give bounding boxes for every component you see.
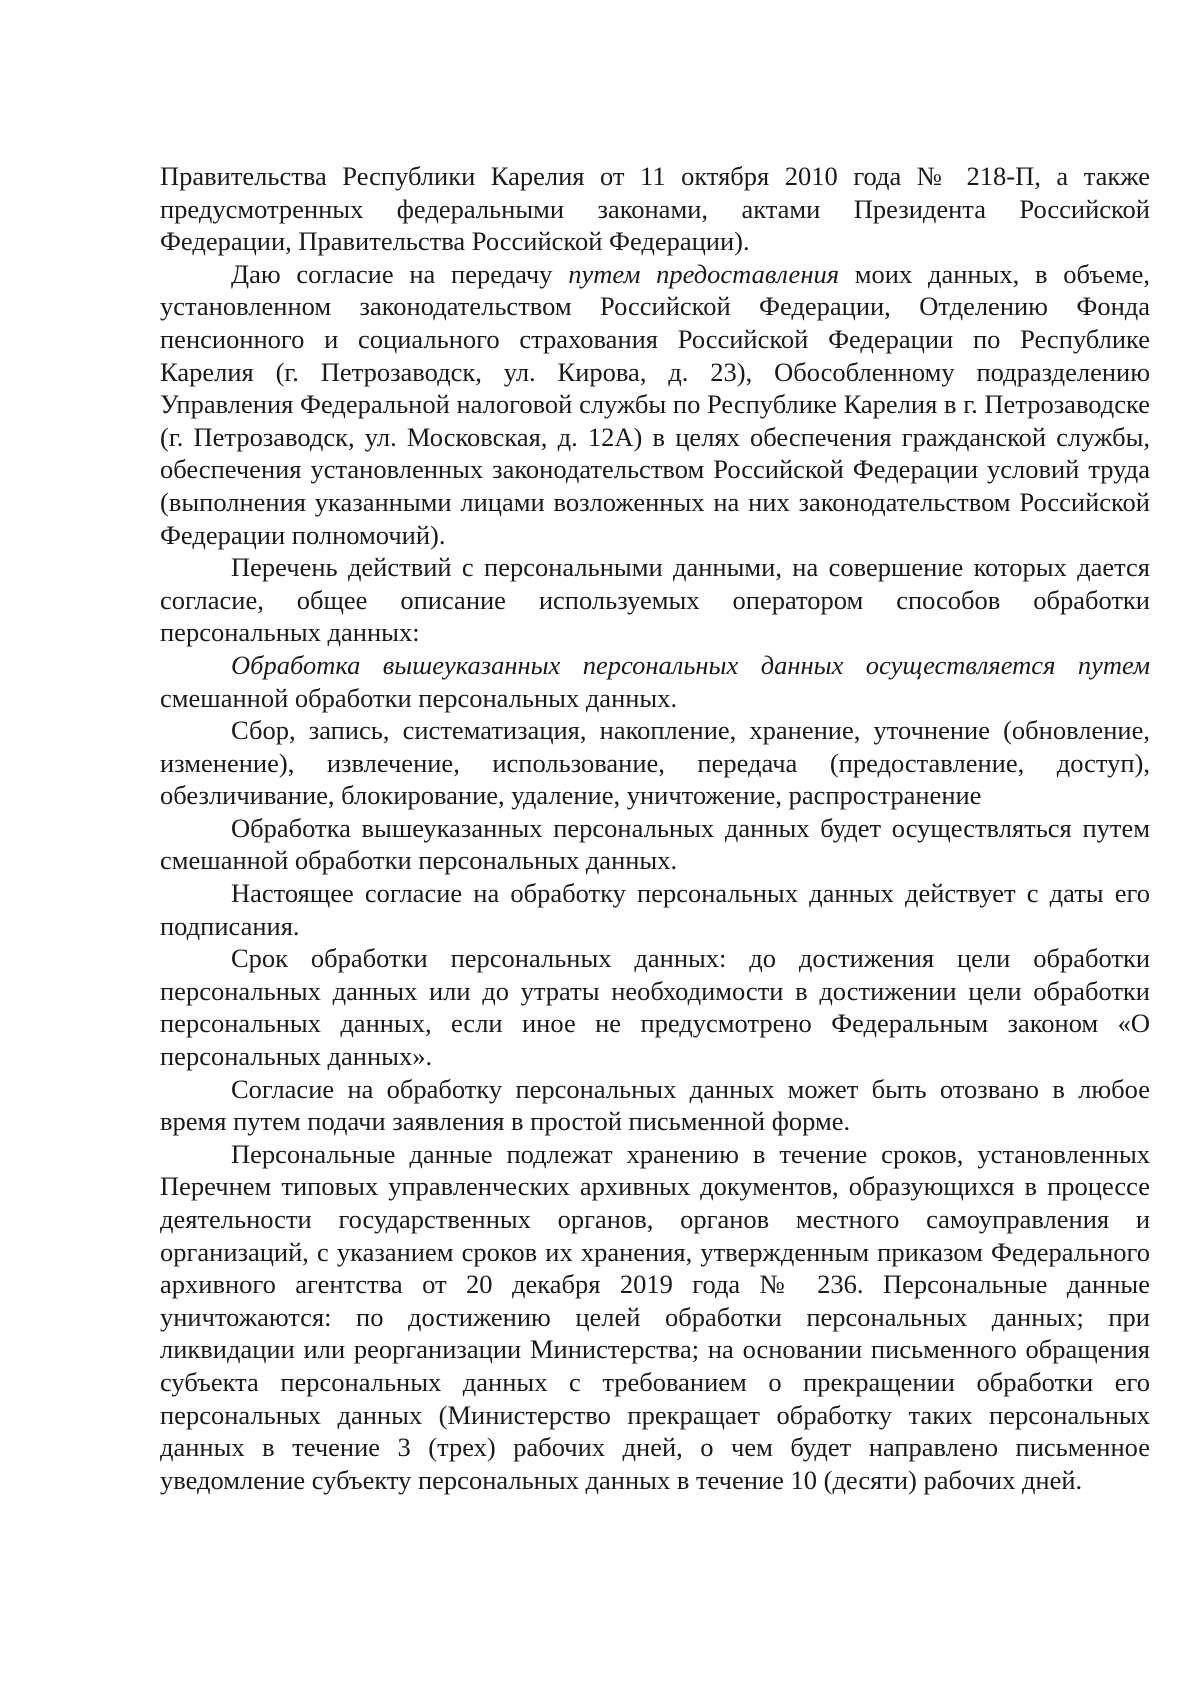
paragraph-transfer-consent-rest: моих данных, в объеме, установленном законодательством Российской Федерации, Отделению Фонда пенсионного и социального страхования Российской Федерации по Республике Карелия (г. Петрозаводск, ул. Кирова, д. 23), Обособленному подразделению Управления Федеральной налоговой службы по Республике Карелия в г. Петрозаводске (г. Петрозаводск, ул. Московская, д. 12А) в целях обеспечения гражданской службы, обеспечения установленных законодательством Российской Федерации условий труда (выполнения указанными лицами возложенных на них законодательством Российской Федерации полномочий). <box>160 258 1150 550</box>
paragraph-mixed-processing: Обработка вышеуказанных персональных данных будет осуществляться путем смешанной обработки персональных данных. <box>160 812 1150 876</box>
paragraph-transfer-consent-lead: Даю согласие на передачу <box>231 258 569 289</box>
paragraph-processing-term: Срок обработки персональных данных: до достижения цели обработки персональных данных или до утраты необходимости в достижении цели обработки персональных данных, если иное не предусмотрено Федеральным законом «О персональных данных». <box>160 943 1150 1072</box>
paragraph-processing-method-italic: Обработка вышеуказанных персональных данных осуществляется путем <box>231 649 1150 680</box>
paragraph-actions-list: Сбор, запись, систематизация, накопление, хранение, уточнение (обновление, изменение), извлечение, использование, передача (предоставление, доступ), обезличивание, блокирование, удаление, уничтожение, распространение <box>160 715 1150 811</box>
paragraph-actions-list-intro: Перечень действий с персональными данными, на совершение которых дается согласие, общее описание используемых оператором способов обработки персональных данных: <box>160 552 1150 648</box>
paragraph-government-acts: Правительства Республики Карелия от 11 октября 2010 года № 218-П, а также предусмотренных федеральными законами, актами Президента Российской Федерации, Правительства Российской Федерации). <box>160 161 1150 257</box>
paragraph-validity: Настоящее согласие на обработку персональных данных действует с даты его подписания. <box>160 878 1150 941</box>
paragraph-revocation: Согласие на обработку персональных данных может быть отозвано в любое время путем подачи заявления в простой письменной форме. <box>160 1073 1150 1137</box>
paragraph-transfer-consent <box>160 258 1150 551</box>
document-page <box>160 160 1150 1496</box>
paragraph-processing-method-rest: смешанной обработки персональных данных. <box>160 682 678 713</box>
paragraph-transfer-consent-italic: путем предоставления <box>568 258 840 289</box>
paragraph-storage-destruction: Персональные данные подлежат хранению в течение сроков, установленных Перечнем типовых управленческих архивных документов, образующихся в процессе деятельности государственных органов, органов местного самоуправления и организаций, с указанием сроков их хранения, утвержденным приказом Федерального архивного агентства от 20 декабря 2019 года № 236. Персональные данные уничтожаются: по достижению целей обработки персональных данных; при ликвидации или реорганизации Министерства; на основании письменного обращения субъекта персональных данных с требованием о прекращении обработки его персональных данных (Министерство прекращает обработку таких персональных данных в течение 3 (трех) рабочих дней, о чем будет направлено письменное уведомление субъекту персональных данных в течение 10 (десяти) рабочих дней. <box>160 1138 1150 1495</box>
paragraph-processing-method <box>160 649 1150 714</box>
